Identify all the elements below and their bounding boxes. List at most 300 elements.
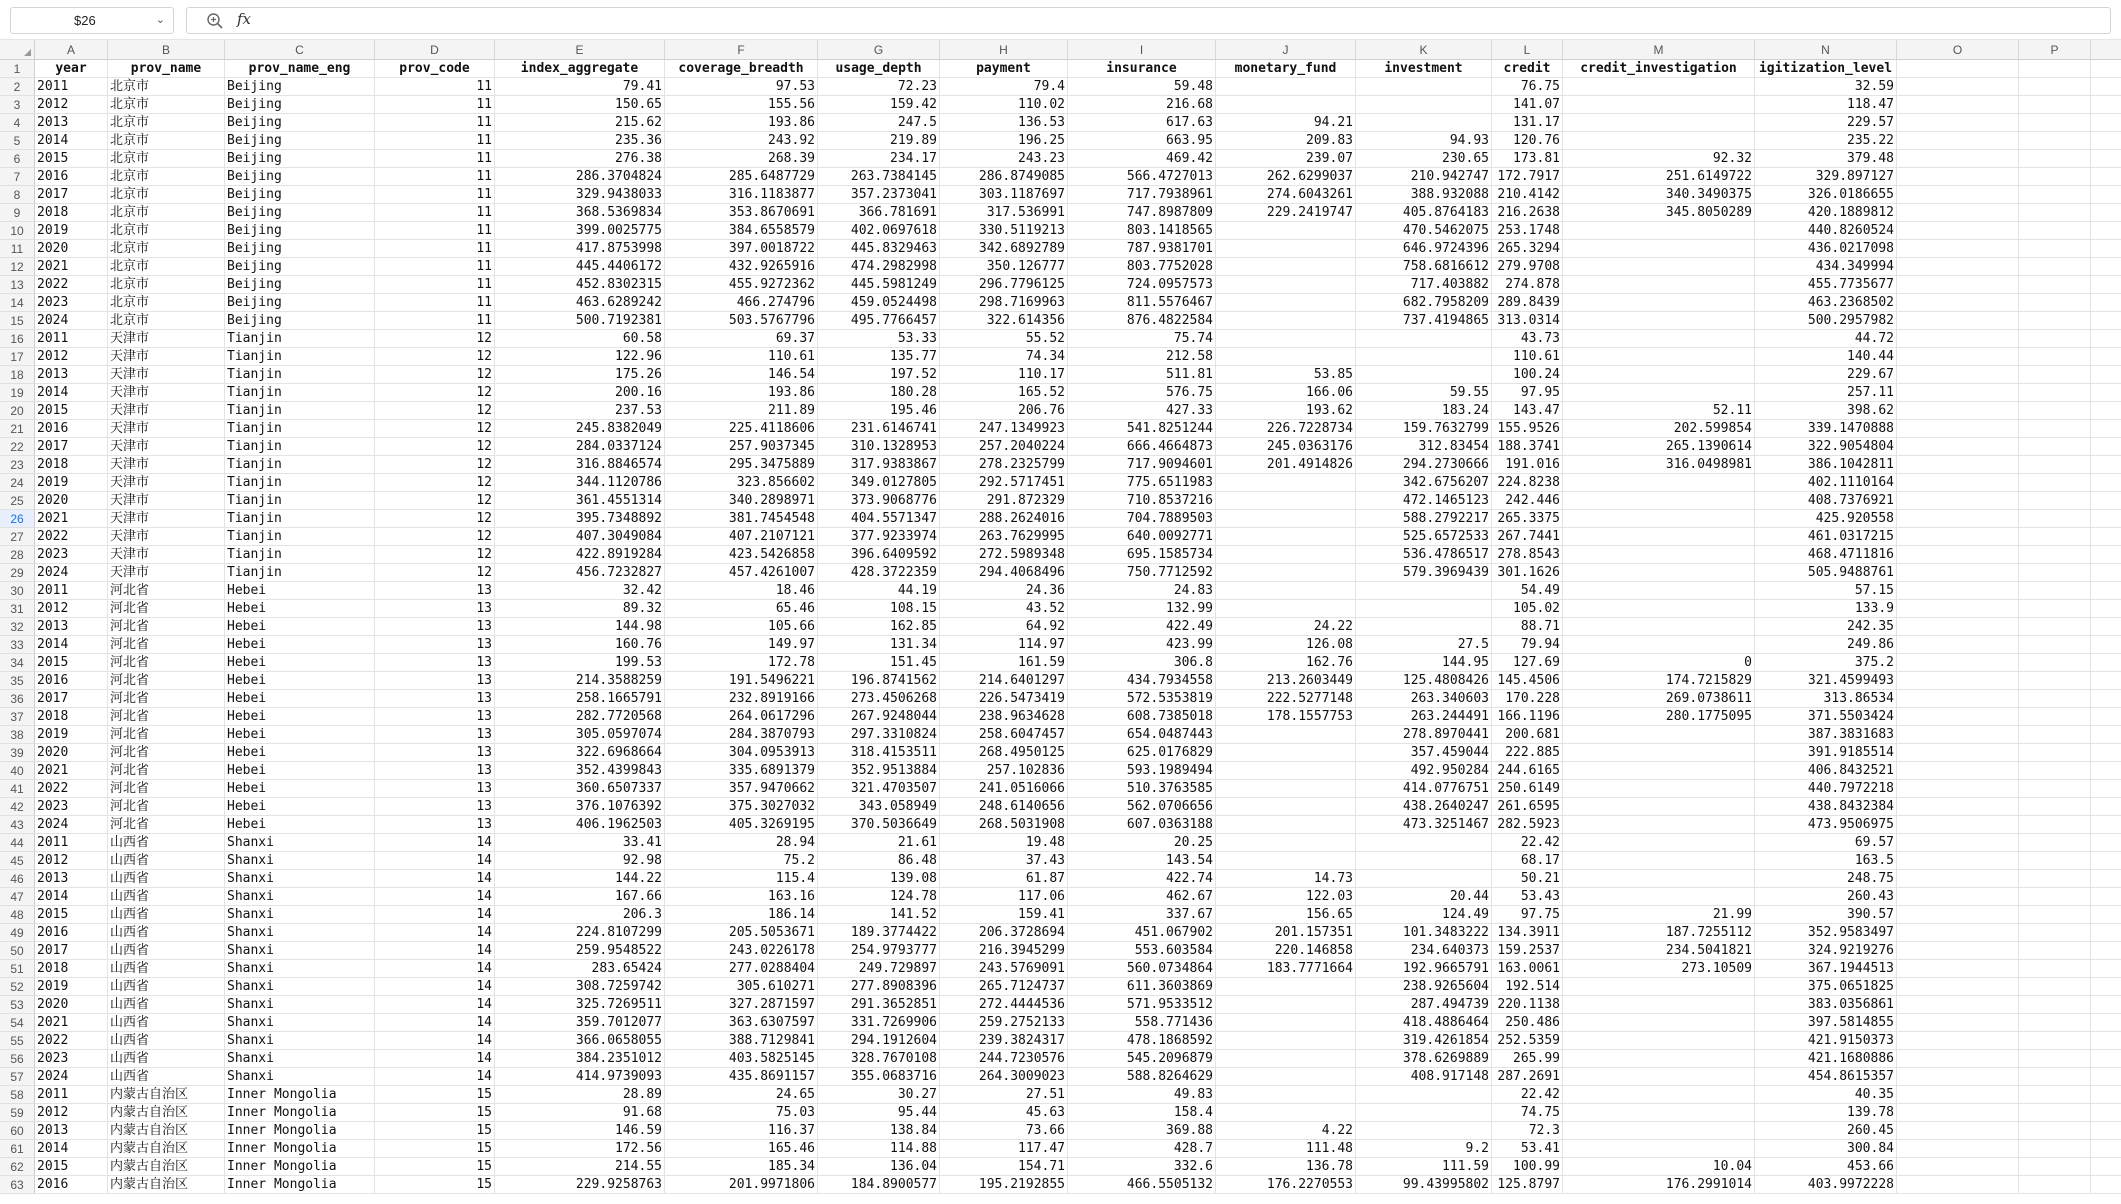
- table-cell[interactable]: 343.058949: [818, 798, 940, 816]
- table-cell[interactable]: [1563, 618, 1755, 636]
- table-cell[interactable]: 197.52: [818, 366, 940, 384]
- table-cell[interactable]: 155.56: [665, 96, 818, 114]
- table-cell[interactable]: [1216, 1104, 1356, 1122]
- table-cell[interactable]: 97.95: [1492, 384, 1563, 402]
- table-cell[interactable]: 304.0953913: [665, 744, 818, 762]
- table-cell-empty[interactable]: [2091, 960, 2121, 978]
- table-cell[interactable]: 河北省: [108, 726, 225, 744]
- table-cell[interactable]: [1216, 852, 1356, 870]
- row-number-20[interactable]: 20: [0, 402, 35, 420]
- table-cell[interactable]: 379.48: [1755, 150, 1897, 168]
- table-cell[interactable]: [1563, 1104, 1755, 1122]
- table-cell[interactable]: [2019, 888, 2091, 906]
- table-cell[interactable]: 237.53: [495, 402, 665, 420]
- table-cell[interactable]: 229.9258763: [495, 1176, 665, 1194]
- table-cell[interactable]: 2011: [35, 1086, 108, 1104]
- table-cell[interactable]: 511.81: [1068, 366, 1216, 384]
- table-cell[interactable]: 249.729897: [818, 960, 940, 978]
- table-cell[interactable]: 803.7752028: [1068, 258, 1216, 276]
- table-cell-empty[interactable]: [2091, 654, 2121, 672]
- table-cell[interactable]: 河北省: [108, 618, 225, 636]
- table-cell[interactable]: 306.8: [1068, 654, 1216, 672]
- table-cell[interactable]: 566.4727013: [1068, 168, 1216, 186]
- table-cell[interactable]: 376.1076392: [495, 798, 665, 816]
- table-cell[interactable]: 219.89: [818, 132, 940, 150]
- table-cell[interactable]: 136.78: [1216, 1158, 1356, 1176]
- row-number-28[interactable]: 28: [0, 546, 35, 564]
- row-number-43[interactable]: 43: [0, 816, 35, 834]
- table-cell[interactable]: 165.52: [940, 384, 1068, 402]
- table-cell[interactable]: 山西省: [108, 960, 225, 978]
- table-cell[interactable]: 352.9513884: [818, 762, 940, 780]
- table-cell[interactable]: 2022: [35, 276, 108, 294]
- table-cell[interactable]: 北京市: [108, 132, 225, 150]
- table-cell[interactable]: [2019, 456, 2091, 474]
- table-cell-empty[interactable]: [2091, 726, 2121, 744]
- table-cell[interactable]: 15: [375, 1158, 495, 1176]
- table-cell[interactable]: 2019: [35, 222, 108, 240]
- table-cell[interactable]: [1356, 78, 1492, 96]
- table-cell[interactable]: 13: [375, 780, 495, 798]
- table-cell[interactable]: [2019, 114, 2091, 132]
- table-cell[interactable]: Tianjin: [225, 528, 375, 546]
- table-cell[interactable]: 14: [375, 870, 495, 888]
- header-cell[interactable]: coverage_breadth: [665, 60, 818, 78]
- table-cell[interactable]: Hebei: [225, 780, 375, 798]
- table-cell[interactable]: 313.86534: [1755, 690, 1897, 708]
- table-cell[interactable]: 398.62: [1755, 402, 1897, 420]
- table-cell[interactable]: 402.1110164: [1755, 474, 1897, 492]
- table-cell[interactable]: 245.0363176: [1216, 438, 1356, 456]
- table-cell[interactable]: [1897, 870, 2019, 888]
- table-cell-empty[interactable]: [2091, 834, 2121, 852]
- table-cell[interactable]: 24.65: [665, 1086, 818, 1104]
- table-cell[interactable]: 2016: [35, 420, 108, 438]
- table-cell[interactable]: 282.7720568: [495, 708, 665, 726]
- table-cell[interactable]: [1563, 1140, 1755, 1158]
- table-cell[interactable]: 387.3831683: [1755, 726, 1897, 744]
- table-cell[interactable]: 375.2: [1755, 654, 1897, 672]
- table-cell[interactable]: [1897, 618, 2019, 636]
- table-cell[interactable]: 44.19: [818, 582, 940, 600]
- table-cell[interactable]: 247.1349923: [940, 420, 1068, 438]
- row-number-25[interactable]: 25: [0, 492, 35, 510]
- table-cell[interactable]: [2019, 528, 2091, 546]
- table-cell[interactable]: 313.0314: [1492, 312, 1563, 330]
- table-cell[interactable]: [1897, 1014, 2019, 1032]
- table-cell[interactable]: 220.1138: [1492, 996, 1563, 1014]
- table-cell[interactable]: 14: [375, 978, 495, 996]
- table-cell[interactable]: Hebei: [225, 690, 375, 708]
- table-cell[interactable]: 294.4068496: [940, 564, 1068, 582]
- table-cell[interactable]: [2019, 1122, 2091, 1140]
- table-cell[interactable]: 469.42: [1068, 150, 1216, 168]
- table-cell[interactable]: [1897, 240, 2019, 258]
- table-cell-empty[interactable]: [2091, 186, 2121, 204]
- table-cell[interactable]: 2011: [35, 834, 108, 852]
- table-cell[interactable]: 352.9583497: [1755, 924, 1897, 942]
- table-cell[interactable]: 466.5505132: [1068, 1176, 1216, 1194]
- table-cell[interactable]: Shanxi: [225, 978, 375, 996]
- table-cell[interactable]: 495.7766457: [818, 312, 940, 330]
- table-cell[interactable]: Beijing: [225, 132, 375, 150]
- table-cell[interactable]: 617.63: [1068, 114, 1216, 132]
- table-cell[interactable]: 225.4118606: [665, 420, 818, 438]
- table-cell[interactable]: 366.0658055: [495, 1032, 665, 1050]
- table-cell[interactable]: 4.22: [1216, 1122, 1356, 1140]
- table-cell[interactable]: [2019, 852, 2091, 870]
- table-cell[interactable]: 457.4261007: [665, 564, 818, 582]
- table-cell[interactable]: 274.878: [1492, 276, 1563, 294]
- table-cell[interactable]: [2019, 798, 2091, 816]
- table-cell[interactable]: 226.7228734: [1216, 420, 1356, 438]
- table-cell[interactable]: [2019, 348, 2091, 366]
- row-number-34[interactable]: 34: [0, 654, 35, 672]
- column-header-n[interactable]: N: [1755, 40, 1897, 60]
- table-cell[interactable]: 260.43: [1755, 888, 1897, 906]
- table-cell[interactable]: 79.94: [1492, 636, 1563, 654]
- table-cell[interactable]: 310.1328953: [818, 438, 940, 456]
- table-cell[interactable]: 180.28: [818, 384, 940, 402]
- table-cell[interactable]: [1563, 276, 1755, 294]
- table-cell[interactable]: 北京市: [108, 222, 225, 240]
- table-cell[interactable]: 318.4153511: [818, 744, 940, 762]
- table-cell[interactable]: 山西省: [108, 888, 225, 906]
- table-cell[interactable]: [1897, 186, 2019, 204]
- table-cell[interactable]: 220.146858: [1216, 942, 1356, 960]
- table-cell[interactable]: 59.55: [1356, 384, 1492, 402]
- table-cell[interactable]: [1356, 870, 1492, 888]
- table-cell[interactable]: [1563, 582, 1755, 600]
- table-cell[interactable]: 758.6816612: [1356, 258, 1492, 276]
- table-cell[interactable]: 天津市: [108, 348, 225, 366]
- table-cell[interactable]: 158.4: [1068, 1104, 1216, 1122]
- table-cell[interactable]: 11: [375, 96, 495, 114]
- table-cell[interactable]: 317.9383867: [818, 456, 940, 474]
- table-cell[interactable]: 2015: [35, 654, 108, 672]
- table-cell[interactable]: 2021: [35, 1014, 108, 1032]
- table-cell[interactable]: 186.14: [665, 906, 818, 924]
- table-cell[interactable]: 473.3251467: [1356, 816, 1492, 834]
- table-cell[interactable]: 14: [375, 834, 495, 852]
- row-number-15[interactable]: 15: [0, 312, 35, 330]
- table-cell[interactable]: 2017: [35, 690, 108, 708]
- table-cell[interactable]: [1563, 1086, 1755, 1104]
- table-cell[interactable]: Hebei: [225, 744, 375, 762]
- row-number-27[interactable]: 27: [0, 528, 35, 546]
- table-cell[interactable]: 422.8919284: [495, 546, 665, 564]
- table-cell-empty[interactable]: [2091, 1032, 2121, 1050]
- table-cell[interactable]: [2019, 204, 2091, 222]
- table-cell[interactable]: 328.7670108: [818, 1050, 940, 1068]
- table-cell[interactable]: 2021: [35, 258, 108, 276]
- table-cell[interactable]: 内蒙古自治区: [108, 1086, 225, 1104]
- table-cell[interactable]: 2024: [35, 564, 108, 582]
- table-cell[interactable]: [2019, 780, 2091, 798]
- table-cell[interactable]: Tianjin: [225, 438, 375, 456]
- table-cell[interactable]: 11: [375, 168, 495, 186]
- table-cell[interactable]: 263.7629995: [940, 528, 1068, 546]
- table-cell[interactable]: [1356, 366, 1492, 384]
- table-cell[interactable]: [1897, 1158, 2019, 1176]
- table-cell[interactable]: 717.7938961: [1068, 186, 1216, 204]
- table-cell[interactable]: 河北省: [108, 690, 225, 708]
- table-cell[interactable]: [1563, 834, 1755, 852]
- table-cell[interactable]: 248.75: [1755, 870, 1897, 888]
- table-cell[interactable]: [1563, 636, 1755, 654]
- table-cell[interactable]: [1563, 366, 1755, 384]
- table-cell[interactable]: 265.7124737: [940, 978, 1068, 996]
- table-cell[interactable]: [1216, 510, 1356, 528]
- table-cell[interactable]: 339.1470888: [1755, 420, 1897, 438]
- table-cell[interactable]: 154.71: [940, 1158, 1068, 1176]
- table-cell-empty[interactable]: [2091, 996, 2121, 1014]
- table-cell[interactable]: 214.55: [495, 1158, 665, 1176]
- table-cell[interactable]: 144.98: [495, 618, 665, 636]
- table-cell[interactable]: 170.228: [1492, 690, 1563, 708]
- table-cell[interactable]: 247.5: [818, 114, 940, 132]
- table-cell[interactable]: 397.5814855: [1755, 1014, 1897, 1032]
- table-cell[interactable]: [2019, 366, 2091, 384]
- table-cell[interactable]: Shanxi: [225, 888, 375, 906]
- table-cell[interactable]: 593.1989494: [1068, 762, 1216, 780]
- table-cell[interactable]: Inner Mongolia: [225, 1086, 375, 1104]
- table-cell[interactable]: 12: [375, 546, 495, 564]
- table-cell[interactable]: 山西省: [108, 1014, 225, 1032]
- table-cell-empty[interactable]: [2091, 1158, 2121, 1176]
- table-cell[interactable]: 内蒙古自治区: [108, 1104, 225, 1122]
- table-cell[interactable]: 24.36: [940, 582, 1068, 600]
- column-header-h[interactable]: H: [940, 40, 1068, 60]
- table-cell[interactable]: [1216, 96, 1356, 114]
- table-cell[interactable]: 369.88: [1068, 1122, 1216, 1140]
- table-cell[interactable]: [1897, 852, 2019, 870]
- table-cell-empty[interactable]: [2091, 204, 2121, 222]
- table-cell[interactable]: 99.43995802: [1356, 1176, 1492, 1194]
- table-cell[interactable]: Beijing: [225, 168, 375, 186]
- table-cell[interactable]: 263.340603: [1356, 690, 1492, 708]
- table-cell[interactable]: 2011: [35, 78, 108, 96]
- table-cell[interactable]: 322.6968664: [495, 744, 665, 762]
- table-cell[interactable]: 367.1944513: [1755, 960, 1897, 978]
- table-cell[interactable]: 344.1120786: [495, 474, 665, 492]
- table-cell[interactable]: Beijing: [225, 114, 375, 132]
- table-cell[interactable]: [1563, 384, 1755, 402]
- table-cell[interactable]: 172.78: [665, 654, 818, 672]
- table-cell[interactable]: [1897, 1086, 2019, 1104]
- table-cell[interactable]: 421.1680886: [1755, 1050, 1897, 1068]
- table-cell[interactable]: 373.9068776: [818, 492, 940, 510]
- table-cell[interactable]: [1563, 132, 1755, 150]
- row-number-59[interactable]: 59: [0, 1104, 35, 1122]
- table-cell[interactable]: 145.4506: [1492, 672, 1563, 690]
- table-cell[interactable]: 188.3741: [1492, 438, 1563, 456]
- table-cell[interactable]: 284.0337124: [495, 438, 665, 456]
- table-cell[interactable]: 141.07: [1492, 96, 1563, 114]
- table-cell[interactable]: 625.0176829: [1068, 744, 1216, 762]
- row-number-19[interactable]: 19: [0, 384, 35, 402]
- table-cell[interactable]: 332.6: [1068, 1158, 1216, 1176]
- table-cell[interactable]: 588.8264629: [1068, 1068, 1216, 1086]
- table-cell[interactable]: 474.2982998: [818, 258, 940, 276]
- table-cell[interactable]: 天津市: [108, 438, 225, 456]
- table-cell[interactable]: 天津市: [108, 366, 225, 384]
- table-cell-empty[interactable]: [2091, 942, 2121, 960]
- table-cell[interactable]: 94.93: [1356, 132, 1492, 150]
- table-cell[interactable]: 114.88: [818, 1140, 940, 1158]
- table-cell[interactable]: Tianjin: [225, 384, 375, 402]
- table-cell[interactable]: 452.8302315: [495, 276, 665, 294]
- table-cell[interactable]: Inner Mongolia: [225, 1140, 375, 1158]
- table-cell[interactable]: 216.2638: [1492, 204, 1563, 222]
- table-cell[interactable]: 280.1775095: [1563, 708, 1755, 726]
- table-cell[interactable]: Beijing: [225, 258, 375, 276]
- table-cell[interactable]: 146.59: [495, 1122, 665, 1140]
- table-cell[interactable]: 山西省: [108, 942, 225, 960]
- table-cell[interactable]: 357.9470662: [665, 780, 818, 798]
- table-cell[interactable]: 河北省: [108, 636, 225, 654]
- table-cell[interactable]: 646.9724396: [1356, 240, 1492, 258]
- table-cell[interactable]: 2023: [35, 1050, 108, 1068]
- table-cell[interactable]: [2019, 240, 2091, 258]
- table-cell[interactable]: [1897, 474, 2019, 492]
- table-cell[interactable]: 500.2957982: [1755, 312, 1897, 330]
- table-cell[interactable]: 353.8670691: [665, 204, 818, 222]
- table-cell[interactable]: 138.84: [818, 1122, 940, 1140]
- table-cell[interactable]: 402.0697618: [818, 222, 940, 240]
- row-number-33[interactable]: 33: [0, 636, 35, 654]
- table-cell[interactable]: 422.74: [1068, 870, 1216, 888]
- table-cell[interactable]: 125.4808426: [1356, 672, 1492, 690]
- table-cell[interactable]: 117.06: [940, 888, 1068, 906]
- table-cell[interactable]: [2019, 294, 2091, 312]
- table-cell[interactable]: 329.897127: [1755, 168, 1897, 186]
- row-number-7[interactable]: 7: [0, 168, 35, 186]
- table-cell[interactable]: 内蒙古自治区: [108, 1176, 225, 1194]
- table-cell[interactable]: 山西省: [108, 978, 225, 996]
- table-cell[interactable]: [1216, 600, 1356, 618]
- table-cell[interactable]: 472.1465123: [1356, 492, 1492, 510]
- table-cell[interactable]: 2015: [35, 402, 108, 420]
- table-cell[interactable]: 2021: [35, 510, 108, 528]
- table-cell[interactable]: 425.920558: [1755, 510, 1897, 528]
- row-number-53[interactable]: 53: [0, 996, 35, 1014]
- table-cell-empty[interactable]: [2091, 636, 2121, 654]
- table-cell[interactable]: 277.0288404: [665, 960, 818, 978]
- table-cell[interactable]: [1216, 474, 1356, 492]
- table-cell-empty[interactable]: [2091, 708, 2121, 726]
- table-cell[interactable]: Hebei: [225, 618, 375, 636]
- table-cell[interactable]: 492.950284: [1356, 762, 1492, 780]
- table-cell[interactable]: 178.1557753: [1216, 708, 1356, 726]
- table-cell[interactable]: 14: [375, 1032, 495, 1050]
- table-cell[interactable]: 53.33: [818, 330, 940, 348]
- table-cell-empty[interactable]: [2091, 798, 2121, 816]
- table-cell[interactable]: Hebei: [225, 582, 375, 600]
- table-cell[interactable]: 2012: [35, 348, 108, 366]
- table-cell[interactable]: 110.61: [665, 348, 818, 366]
- table-cell[interactable]: 238.9265604: [1356, 978, 1492, 996]
- table-cell[interactable]: 49.83: [1068, 1086, 1216, 1104]
- table-cell[interactable]: [2019, 600, 2091, 618]
- table-cell-empty[interactable]: [2091, 870, 2121, 888]
- table-cell[interactable]: 737.4194865: [1356, 312, 1492, 330]
- table-cell[interactable]: 14.73: [1216, 870, 1356, 888]
- table-cell[interactable]: 278.8543: [1492, 546, 1563, 564]
- table-cell[interactable]: 695.1585734: [1068, 546, 1216, 564]
- table-cell[interactable]: [1897, 798, 2019, 816]
- table-cell[interactable]: 天津市: [108, 384, 225, 402]
- table-cell[interactable]: 163.5: [1755, 852, 1897, 870]
- table-cell[interactable]: 60.58: [495, 330, 665, 348]
- table-cell[interactable]: 640.0092771: [1068, 528, 1216, 546]
- column-header-j[interactable]: J: [1216, 40, 1356, 60]
- table-cell[interactable]: 24.22: [1216, 618, 1356, 636]
- row-number-16[interactable]: 16: [0, 330, 35, 348]
- table-cell[interactable]: 209.83: [1216, 132, 1356, 150]
- table-cell[interactable]: Tianjin: [225, 546, 375, 564]
- table-cell[interactable]: 326.0186655: [1755, 186, 1897, 204]
- table-cell[interactable]: 361.4551314: [495, 492, 665, 510]
- table-cell[interactable]: 775.6511983: [1068, 474, 1216, 492]
- table-cell[interactable]: 山西省: [108, 1032, 225, 1050]
- row-number-50[interactable]: 50: [0, 942, 35, 960]
- table-cell[interactable]: 750.7712592: [1068, 564, 1216, 582]
- row-number-6[interactable]: 6: [0, 150, 35, 168]
- table-cell[interactable]: 132.99: [1068, 600, 1216, 618]
- table-cell[interactable]: 68.17: [1492, 852, 1563, 870]
- table-cell[interactable]: 52.11: [1563, 402, 1755, 420]
- table-cell[interactable]: [1216, 564, 1356, 582]
- table-cell[interactable]: [1216, 834, 1356, 852]
- table-cell[interactable]: 435.8691157: [665, 1068, 818, 1086]
- table-cell[interactable]: 13: [375, 582, 495, 600]
- table-cell-empty[interactable]: [2091, 690, 2121, 708]
- table-cell[interactable]: [1356, 618, 1492, 636]
- table-cell[interactable]: 15: [375, 1122, 495, 1140]
- table-cell[interactable]: 2023: [35, 546, 108, 564]
- table-cell[interactable]: 32.42: [495, 582, 665, 600]
- row-number-23[interactable]: 23: [0, 456, 35, 474]
- table-cell[interactable]: 2020: [35, 492, 108, 510]
- table-cell[interactable]: 235.36: [495, 132, 665, 150]
- table-cell[interactable]: 57.15: [1755, 582, 1897, 600]
- table-cell[interactable]: 天津市: [108, 420, 225, 438]
- table-cell[interactable]: [2019, 420, 2091, 438]
- table-cell[interactable]: 天津市: [108, 330, 225, 348]
- table-cell[interactable]: 250.486: [1492, 1014, 1563, 1032]
- header-cell[interactable]: prov_name: [108, 60, 225, 78]
- table-cell-empty[interactable]: [2091, 78, 2121, 96]
- row-number-47[interactable]: 47: [0, 888, 35, 906]
- table-cell[interactable]: 13: [375, 690, 495, 708]
- row-number-58[interactable]: 58: [0, 1086, 35, 1104]
- table-cell[interactable]: 201.4914826: [1216, 456, 1356, 474]
- table-cell[interactable]: 15: [375, 1176, 495, 1194]
- table-cell[interactable]: 2016: [35, 168, 108, 186]
- table-cell[interactable]: 428.7: [1068, 1140, 1216, 1158]
- table-cell[interactable]: 226.5473419: [940, 690, 1068, 708]
- table-cell[interactable]: 12: [375, 366, 495, 384]
- table-cell[interactable]: Shanxi: [225, 906, 375, 924]
- table-cell[interactable]: 山西省: [108, 906, 225, 924]
- table-cell[interactable]: 243.5769091: [940, 960, 1068, 978]
- table-cell-empty[interactable]: [2091, 546, 2121, 564]
- table-cell[interactable]: 2017: [35, 438, 108, 456]
- table-cell[interactable]: 191.016: [1492, 456, 1563, 474]
- table-cell[interactable]: Shanxi: [225, 870, 375, 888]
- table-cell[interactable]: 337.67: [1068, 906, 1216, 924]
